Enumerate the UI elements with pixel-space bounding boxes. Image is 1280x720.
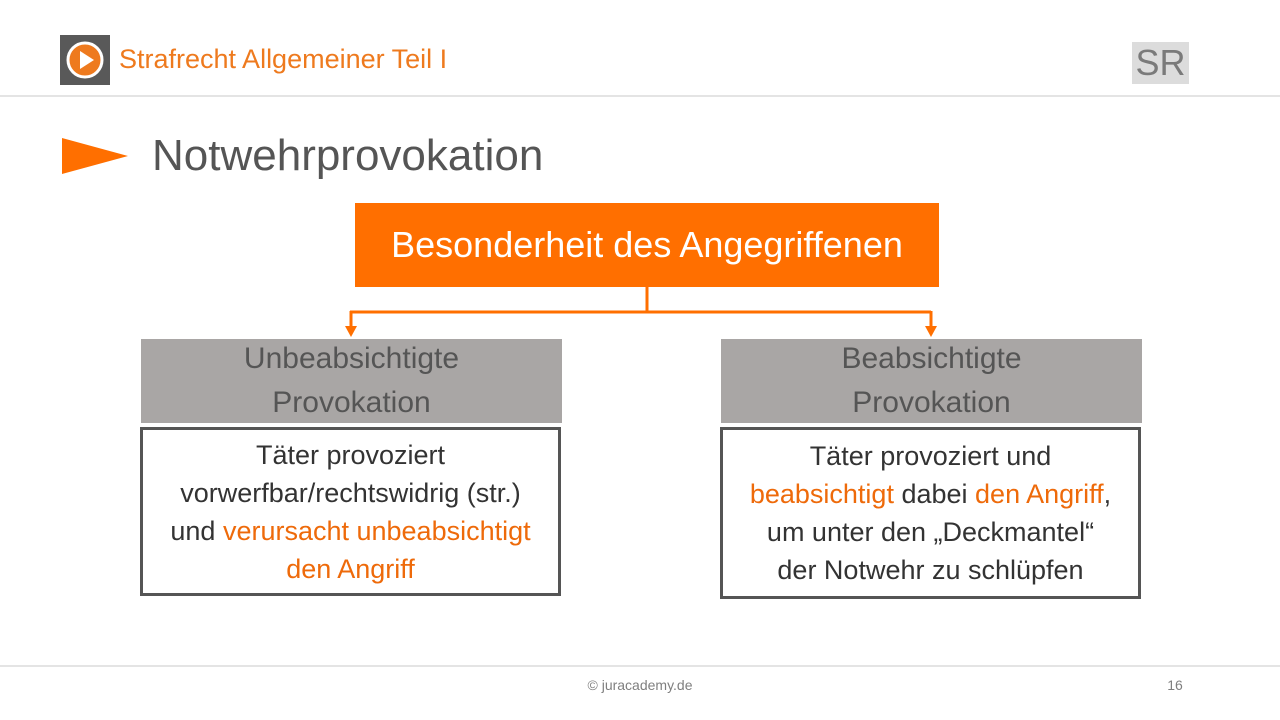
section-title: Notwehrprovokation <box>152 131 544 180</box>
desc-line <box>750 475 1111 513</box>
desc-highlight: verursacht unbeabsichtigt <box>222 515 531 546</box>
desc-line: Täter provoziert <box>255 439 446 470</box>
course-title: Strafrecht Allgemeiner Teil I <box>119 44 448 74</box>
desc-highlight: den Angriff <box>975 479 1104 509</box>
intended-provocation-heading <box>721 339 1142 423</box>
heading-line: Beabsichtigte <box>841 342 1022 375</box>
desc-text: und <box>170 515 223 546</box>
desc-line: Täter provoziert und <box>809 441 1052 471</box>
top-box: Besonderheit des Angegriffenen <box>355 203 939 287</box>
subject-badge: SR <box>1132 42 1189 84</box>
intended-provocation-description <box>720 427 1141 599</box>
copyright: © juracademy.de <box>587 677 693 693</box>
footer-divider <box>0 665 1280 667</box>
desc-text: , <box>1103 479 1112 509</box>
desc-line: um unter den „Deckmantel“ <box>766 517 1095 547</box>
page-number: 16 <box>1167 677 1183 693</box>
desc-line: vorwerfbar/rechtswidrig (str.) <box>180 477 521 508</box>
desc-highlight: beabsichtigt <box>749 479 894 509</box>
heading-line: Provokation <box>852 386 1011 419</box>
desc-highlight: den Angriff <box>286 553 415 584</box>
heading-line: Provokation <box>272 386 431 419</box>
desc-line: der Notwehr zu schlüpfen <box>777 555 1084 585</box>
desc-text: dabei <box>893 479 976 509</box>
unintended-provocation-heading <box>141 339 562 423</box>
desc-line <box>170 512 530 550</box>
unintended-provocation-description <box>140 427 561 596</box>
heading-line: Unbeabsichtigte <box>243 342 460 375</box>
